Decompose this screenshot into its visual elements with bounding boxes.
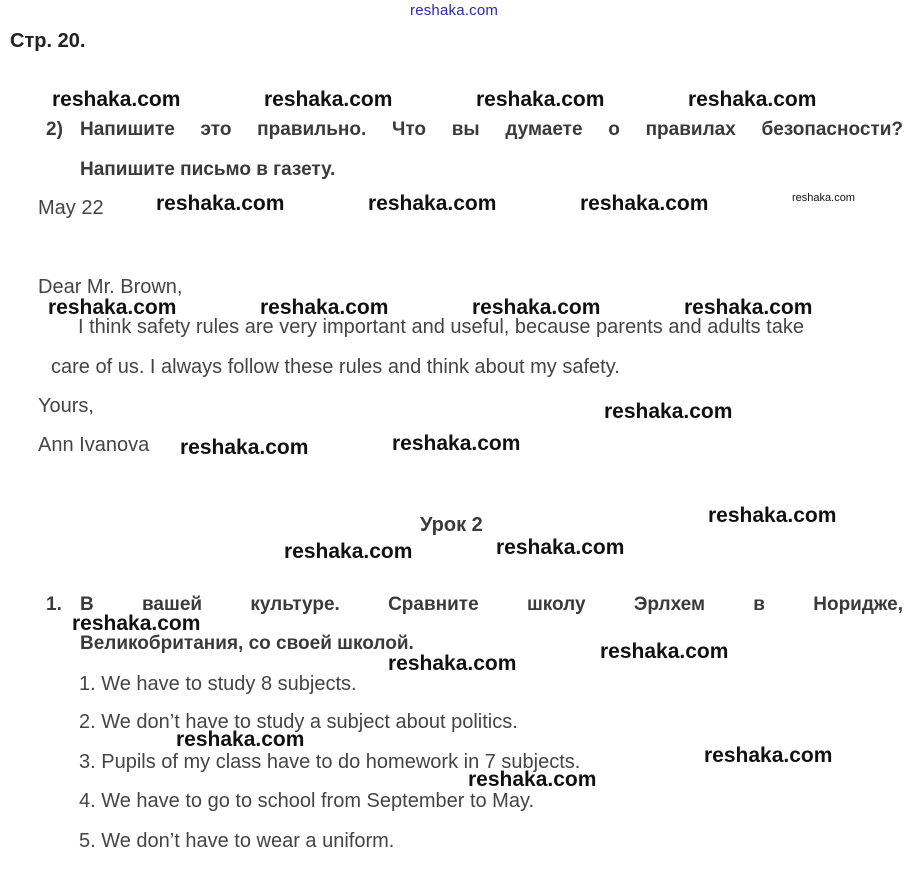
- watermark: reshaka.com: [392, 432, 521, 455]
- letter-greeting: Dear Mr. Brown,: [38, 276, 183, 298]
- watermark: reshaka.com: [600, 640, 729, 663]
- watermark: reshaka.com: [688, 88, 817, 111]
- list-item: 2. We don’t have to study a subject about politics.: [79, 711, 518, 733]
- task-title: [80, 594, 903, 616]
- list-item: 3. Pupils of my class have to do homework in 7 subjects.: [79, 751, 581, 773]
- watermark: reshaka.com: [468, 768, 597, 791]
- watermark: reshaka.com: [52, 88, 181, 111]
- lesson-title: Урок 2: [420, 514, 483, 536]
- watermark: reshaka.com: [580, 192, 709, 215]
- task-title-word: В: [80, 594, 94, 615]
- letter-body-line2: care of us. I always follow these rules and think about my safety.: [51, 356, 620, 378]
- watermark: reshaka.com: [388, 652, 517, 675]
- site-header: reshaka.com: [410, 2, 499, 19]
- task-title-word: вашей: [142, 594, 203, 615]
- watermark: reshaka.com: [476, 88, 605, 111]
- page-number: Стр. 20.: [10, 30, 86, 52]
- task-title-word: культуре.: [250, 594, 340, 615]
- list-item: 5. We don’t have to wear a uniform.: [79, 830, 395, 852]
- task-title-word: в: [753, 594, 765, 615]
- letter-closing: Yours,: [38, 395, 94, 417]
- watermark: reshaka.com: [72, 612, 201, 635]
- watermark: reshaka.com: [156, 192, 285, 215]
- letter-date: May 22: [38, 197, 104, 219]
- watermark: reshaka.com: [704, 744, 833, 767]
- task-title-line2: Напишите письмо в газету.: [80, 159, 336, 180]
- list-item: 4. We have to go to school from September to May.: [79, 790, 535, 812]
- task-number: 1.: [46, 594, 62, 615]
- watermark: reshaka.com: [496, 536, 625, 559]
- list-item: 1. We have to study 8 subjects.: [79, 673, 357, 695]
- watermark: reshaka.com: [604, 400, 733, 423]
- task-title-word: Норидже,: [813, 594, 903, 615]
- task-title: Напишите это правильно. Что вы думаете о правилах безопасности?: [80, 119, 903, 140]
- task-title-word: школу: [526, 594, 586, 615]
- watermark: reshaka.com: [176, 728, 305, 751]
- letter-signature: Ann Ivanova: [38, 434, 150, 456]
- task-title-word: Сравните: [388, 594, 479, 615]
- watermark: reshaka.com: [180, 436, 309, 459]
- letter-body-line1: I think safety rules are very important and useful, because parents and adults take: [78, 316, 804, 338]
- watermark: reshaka.com: [368, 192, 497, 215]
- watermark: reshaka.com: [472, 296, 601, 319]
- task-title-word: Эрлхем: [633, 594, 706, 615]
- task-title-line2: Великобритания, со своей школой.: [80, 633, 414, 654]
- task-number: 2): [46, 119, 63, 140]
- watermark: reshaka.com: [792, 192, 855, 204]
- watermark: reshaka.com: [48, 296, 177, 319]
- watermark: reshaka.com: [264, 88, 393, 111]
- watermark: reshaka.com: [260, 296, 389, 319]
- watermark: reshaka.com: [284, 540, 413, 563]
- watermark: reshaka.com: [684, 296, 813, 319]
- watermark: reshaka.com: [708, 504, 837, 527]
